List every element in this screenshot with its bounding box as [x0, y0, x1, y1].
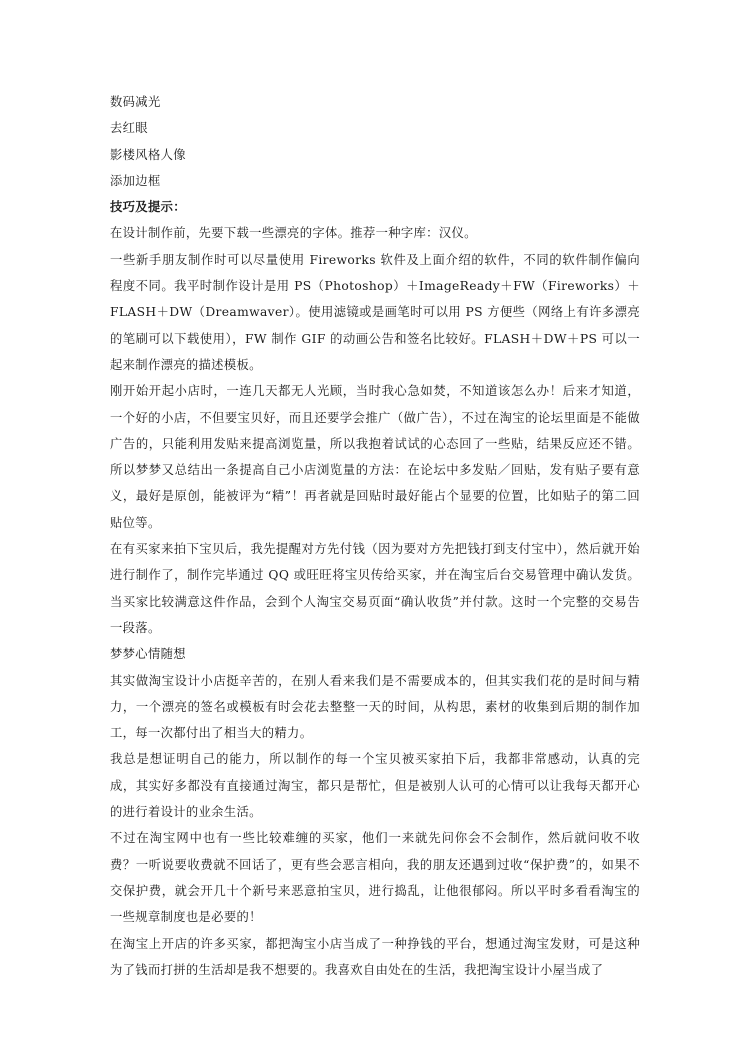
- paragraph: 在淘宝上开店的许多买家，都把淘宝小店当成了一种挣钱的平台，想通过淘宝发财，可是这种为了钱而打拼的生活却是我不想要的。我喜欢自由处在的生活，我把淘宝设计小屋当成了: [110, 936, 640, 977]
- paragraph: 一些新手朋友制作时可以尽量使用 Fireworks 软件及上面介绍的软件，不同的软件制作偏向程度不同。我平时制作设计是用 PS（Photoshop）＋ImageReady＋FW（Fireworks）＋FLASH＋DW（Dreamwaver）。使用滤镜或是画笔时可以用 PS 方便些（网络上有许多漂亮的笔刷可以下载使用），FW 制作 GIF 的动画公告和签名比较好。FLASH＋DW＋PS 可以一起来制作漂亮的描述模板。: [110, 252, 640, 372]
- paragraph: 在设计制作前，先要下载一些漂亮的字体。推荐一种字库：汉仪。: [110, 226, 477, 241]
- list-item: 添加边框: [110, 173, 161, 188]
- document-body: [110, 89, 640, 983]
- paragraph: 刚开始开起小店时，一连几天都无人光顾，当时我心急如焚，不知道该怎么办！后来才知道，一个好的小店，不但要宝贝好，而且还要学会推广（做广告），不过在淘宝的论坛里面是不能做广告的，只能利用发贴来提高浏览量，所以我抱着试试的心态回了一些贴，结果反应还不错。所以梦梦又总结出一条提高自己小店浏览量的方法：在论坛中多发贴／回贴，发有贴子要有意义，最好是原创，能被评为“精”！再者就是回贴时最好能占个显要的位置，比如贴子的第二回贴位等。: [110, 384, 640, 530]
- list-item: 去红眼: [110, 121, 148, 136]
- paragraph: 不过在淘宝网中也有一些比较难缠的买家，他们一来就先问你会不会制作，然后就问收不收费？一听说要收费就不回话了，更有些会恶言相向，我的朋友还遇到过收“保护费”的，如果不交保护费，就会开几十个新号来恶意拍宝贝，进行捣乱，让他很郁闷。所以平时多看看淘宝的一些规章制度也是必要的！: [110, 831, 640, 925]
- mood-heading: 梦梦心情随想: [110, 647, 186, 662]
- paragraph: 其实做淘宝设计小店挺辛苦的，在别人看来我们是不需要成本的，但其实我们花的是时间与精力，一个漂亮的签名或模板有时会花去整整一天的时间，从构思，素材的收集到后期的制作加工，每一次都付出了相当大的精力。: [110, 673, 640, 741]
- list-item: 影楼风格人像: [110, 147, 186, 162]
- paragraph: 在有买家来拍下宝贝后，我先提醒对方先付钱（因为要对方先把钱打到支付宝中），然后就开始进行制作了，制作完毕通过 QQ 或旺旺将宝贝传给买家，并在淘宝后台交易管理中确认发货。当买家比较满意这件作品，会到个人淘宝交易页面“确认收货”并付款。这时一个完整的交易告一段落。: [110, 542, 640, 635]
- paragraph: 我总是想证明自己的能力，所以制作的每一个宝贝被买家拍下后，我都非常感动，认真的完成，其实好多都没有直接通过淘宝，都只是帮忙，但是被别人认可的心情可以让我每天都开心的进行着设计的业余生活。: [110, 752, 640, 820]
- list-item: 数码减光: [110, 95, 161, 109]
- tips-heading: 技巧及提示：: [110, 199, 186, 215]
